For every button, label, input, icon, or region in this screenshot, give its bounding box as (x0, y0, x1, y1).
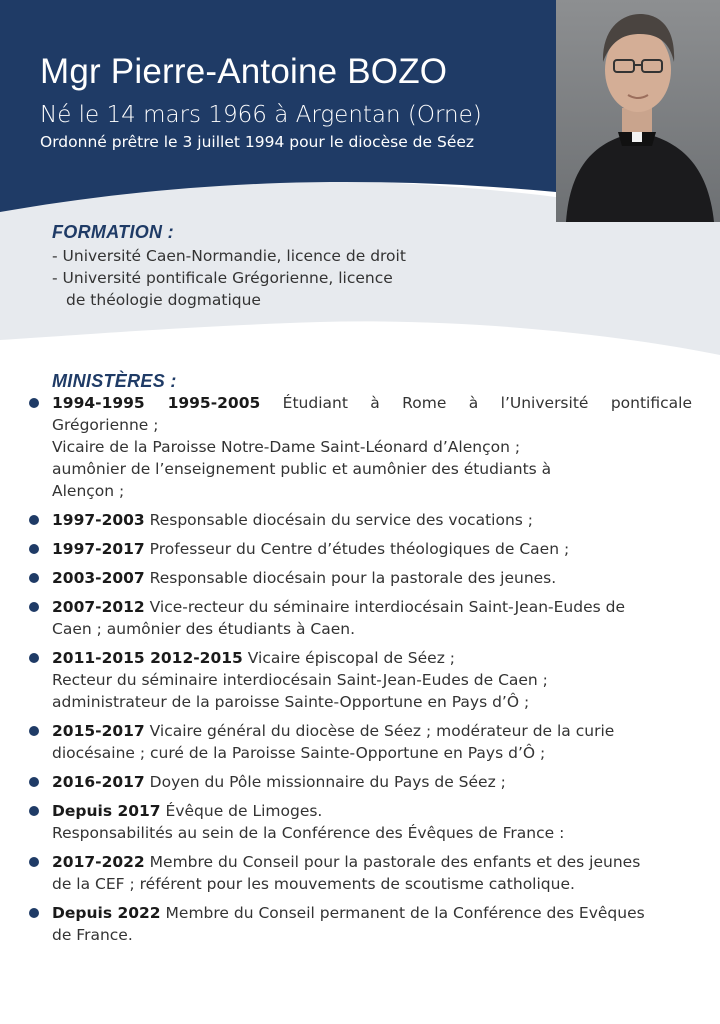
ministry-years: Depuis 2017 (52, 802, 161, 820)
birth-info: Né le 14 mars 1966 à Argentan (Orne) (40, 102, 482, 128)
bullet-icon (29, 653, 39, 663)
person-name: Mgr Pierre-Antoine BOZO (40, 52, 448, 91)
ministry-text: Professeur du Centre d’études théologiques de Caen ; (149, 540, 570, 558)
ministry-years: 2016-2017 (52, 773, 145, 791)
ministry-text: Étudiant à Rome à l’Université pontificale (282, 394, 692, 412)
ministry-item (26, 538, 692, 560)
ministry-text: Vice-recteur du séminaire interdiocésain Saint-Jean-Eudes de (149, 598, 625, 616)
ministry-text: Membre du Conseil pour la pastorale des enfants et des jeunes (149, 853, 641, 871)
formation-title: FORMATION : (52, 222, 174, 242)
ministry-text: Membre du Conseil permanent de la Conférence des Evêques (165, 904, 645, 922)
formation-item-text: - Université pontificale Grégorienne, licence (52, 269, 393, 287)
ministry-item (26, 720, 692, 764)
ministry-text: de France. (52, 926, 133, 944)
ministry-text: Doyen du Pôle missionnaire du Pays de Séez ; (149, 773, 506, 791)
bullet-icon (29, 398, 39, 408)
portrait-photo (556, 0, 720, 222)
bullet-icon (29, 544, 39, 554)
ministry-years: 2015-2017 (52, 722, 145, 740)
ministry-years: 2007-2012 (52, 598, 145, 616)
bullet-icon (29, 726, 39, 736)
bullet-icon (29, 806, 39, 816)
bullet-icon (29, 857, 39, 867)
formation-item-text: - Université Caen-Normandie, licence de droit (52, 247, 406, 265)
ministry-text: Responsabilités au sein de la Conférence des Évêques de France : (52, 824, 565, 842)
ministry-item (26, 851, 692, 895)
ministry-text: Caen ; aumônier des étudiants à Caen. (52, 620, 356, 638)
ministry-text: Évêque de Limoges. (165, 802, 323, 820)
ministry-years: 2017-2022 (52, 853, 145, 871)
bullet-icon (29, 573, 39, 583)
ministry-item (26, 509, 692, 531)
formation-item (52, 245, 472, 267)
ministry-text: aumônier de l’enseignement public et aumônier des étudiants à (52, 460, 552, 478)
ministry-text: Vicaire général du diocèse de Séez ; modérateur de la curie (149, 722, 615, 740)
ministry-text: Alençon ; (52, 482, 125, 500)
ministeres-title: MINISTÈRES : (52, 371, 177, 391)
ministry-item (26, 567, 692, 589)
ordination-info: Ordonné prêtre le 3 juillet 1994 pour le diocèse de Séez (40, 133, 475, 151)
formation-section (52, 222, 472, 311)
ministry-years: Depuis 2022 (52, 904, 161, 922)
ministry-text: Vicaire épiscopal de Séez ; (247, 649, 455, 667)
bullet-icon (29, 908, 39, 918)
ministry-item (26, 596, 692, 640)
ministry-text: Vicaire de la Paroisse Notre-Dame Saint-Léonard d’Alençon ; (52, 438, 521, 456)
ministry-item (26, 771, 692, 793)
ministry-years: 2011-2015 2012-2015 (52, 649, 243, 667)
header (0, 0, 556, 195)
ministry-years: 1994-1995 1995-2005 (52, 394, 261, 412)
ministry-item (26, 800, 692, 844)
ministry-text: Recteur du séminaire interdiocésain Saint-Jean-Eudes de Caen ; (52, 671, 548, 689)
ministeres-list (26, 392, 692, 953)
ministry-years: 2003-2007 (52, 569, 145, 587)
ministry-text: Grégorienne ; (52, 416, 159, 434)
bullet-icon (29, 515, 39, 525)
formation-item-continuation: de théologie dogmatique (66, 291, 261, 309)
ministry-first-line (52, 392, 692, 414)
ministry-text: diocésaine ; curé de la Paroisse Sainte-Opportune en Pays d’Ô ; (52, 744, 546, 762)
formation-item (52, 267, 472, 311)
ministry-text: Responsable diocésain du service des vocations ; (149, 511, 533, 529)
ministry-item (26, 392, 692, 502)
ministry-text: administrateur de la paroisse Sainte-Opportune en Pays d’Ô ; (52, 693, 530, 711)
bullet-icon (29, 602, 39, 612)
ministry-item (26, 902, 692, 946)
ministry-text: de la CEF ; référent pour les mouvements de scoutisme catholique. (52, 875, 575, 893)
ministry-years: 1997-2017 (52, 540, 145, 558)
ministry-years: 1997-2003 (52, 511, 145, 529)
formation-list (52, 245, 472, 311)
ministry-item (26, 647, 692, 713)
bullet-icon (29, 777, 39, 787)
ministry-text: Responsable diocésain pour la pastorale des jeunes. (149, 569, 557, 587)
